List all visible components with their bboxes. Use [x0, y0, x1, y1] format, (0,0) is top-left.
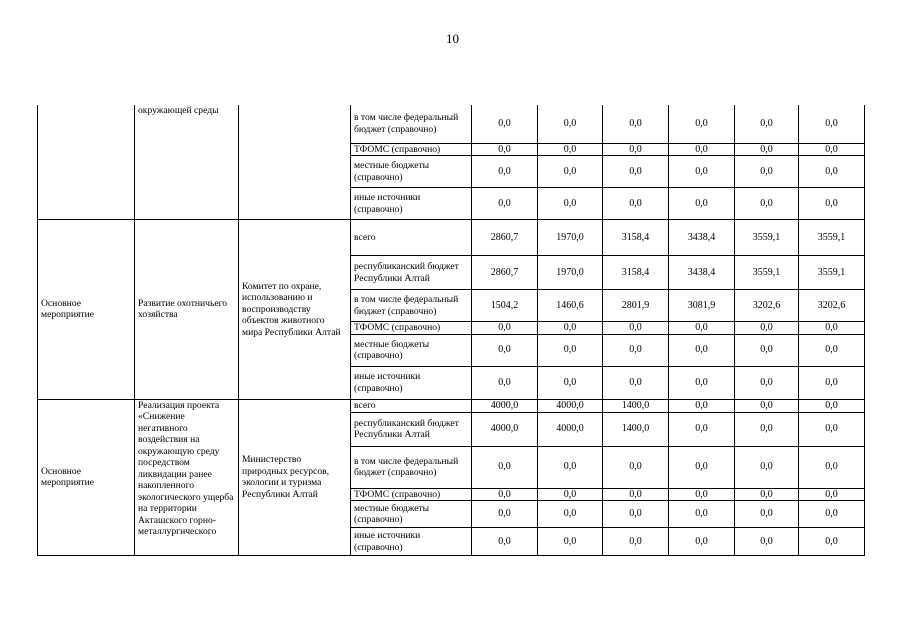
- value-cell: 0,0: [735, 488, 799, 501]
- value-cell: 0,0: [603, 105, 669, 143]
- value-cell: 0,0: [799, 399, 865, 412]
- value-cell: 0,0: [799, 105, 865, 143]
- budget-table: [37, 105, 865, 556]
- value-cell: 0,0: [799, 412, 865, 446]
- value-cell: 0,0: [735, 334, 799, 366]
- value-cell: 0,0: [603, 143, 669, 156]
- value-cell: 1460,6: [538, 290, 603, 322]
- value-cell: 0,0: [669, 488, 735, 501]
- table-row: [38, 105, 865, 143]
- value-cell: 0,0: [669, 501, 735, 528]
- value-cell: 0,0: [669, 366, 735, 399]
- funding-source-cell: ТФОМС (справочно): [351, 143, 472, 156]
- executor-cell: Комитет по охране, использованию и воспроизводству объектов животного мира Республики Алтай: [239, 220, 351, 400]
- value-cell: 4000,0: [538, 412, 603, 446]
- value-cell: 1400,0: [603, 399, 669, 412]
- value-cell: 0,0: [538, 488, 603, 501]
- value-cell: 0,0: [799, 156, 865, 188]
- value-cell: 0,0: [538, 366, 603, 399]
- funding-source-cell: иные источники (справочно): [351, 366, 472, 399]
- value-cell: 0,0: [603, 334, 669, 366]
- value-cell: 0,0: [735, 188, 799, 220]
- table-row: [38, 220, 865, 256]
- value-cell: 0,0: [472, 528, 538, 556]
- value-cell: 0,0: [603, 488, 669, 501]
- value-cell: 0,0: [735, 156, 799, 188]
- value-cell: 0,0: [603, 322, 669, 335]
- value-cell: 0,0: [472, 488, 538, 501]
- value-cell: 0,0: [735, 322, 799, 335]
- value-cell: 0,0: [538, 105, 603, 143]
- page-number: 10: [446, 31, 459, 46]
- value-cell: 0,0: [603, 528, 669, 556]
- executor-cell: Министерство природных ресурсов, экологии и туризма Республики Алтай: [239, 399, 351, 556]
- value-cell: 0,0: [799, 143, 865, 156]
- value-cell: 0,0: [669, 446, 735, 488]
- value-cell: 0,0: [799, 528, 865, 556]
- value-cell: 3202,6: [735, 290, 799, 322]
- value-cell: 3559,1: [799, 256, 865, 290]
- value-cell: 0,0: [735, 446, 799, 488]
- event-name-cell: окружающей среды: [135, 105, 239, 220]
- event-type-cell: Основное мероприятие: [38, 220, 135, 400]
- value-cell: 1970,0: [538, 220, 603, 256]
- value-cell: 0,0: [735, 366, 799, 399]
- value-cell: 0,0: [735, 143, 799, 156]
- funding-source-cell: всего: [351, 399, 472, 412]
- value-cell: 1970,0: [538, 256, 603, 290]
- event-name-cell: Реализация проекта «Снижение негативного воздействия на окружающую среду посредством ликвидации ранее накопленного экологического ущерба на территории Акташского горно-металлургического: [135, 399, 239, 556]
- value-cell: 2801,9: [603, 290, 669, 322]
- value-cell: 2860,7: [472, 220, 538, 256]
- funding-source-cell: в том числе федеральный бюджет (справочно): [351, 105, 472, 143]
- value-cell: 0,0: [538, 501, 603, 528]
- event-type-cell: [38, 105, 135, 220]
- value-cell: 0,0: [472, 188, 538, 220]
- funding-source-cell: республиканский бюджет Республики Алтай: [351, 256, 472, 290]
- funding-source-cell: ТФОМС (справочно): [351, 488, 472, 501]
- value-cell: 0,0: [799, 188, 865, 220]
- value-cell: 0,0: [669, 105, 735, 143]
- value-cell: 3559,1: [735, 256, 799, 290]
- value-cell: 0,0: [735, 399, 799, 412]
- value-cell: 3081,9: [669, 290, 735, 322]
- table-row: [38, 399, 865, 412]
- value-cell: 0,0: [603, 446, 669, 488]
- value-cell: 0,0: [472, 366, 538, 399]
- value-cell: 0,0: [538, 143, 603, 156]
- value-cell: 0,0: [799, 334, 865, 366]
- value-cell: 3438,4: [669, 256, 735, 290]
- value-cell: 0,0: [669, 412, 735, 446]
- value-cell: 0,0: [735, 501, 799, 528]
- value-cell: 0,0: [603, 188, 669, 220]
- value-cell: 0,0: [603, 501, 669, 528]
- funding-source-cell: иные источники (справочно): [351, 188, 472, 220]
- value-cell: 0,0: [799, 446, 865, 488]
- value-cell: 4000,0: [472, 412, 538, 446]
- executor-cell: [239, 105, 351, 220]
- value-cell: 0,0: [472, 501, 538, 528]
- value-cell: 0,0: [735, 528, 799, 556]
- value-cell: 3158,4: [603, 220, 669, 256]
- value-cell: 1504,2: [472, 290, 538, 322]
- funding-source-cell: местные бюджеты (справочно): [351, 156, 472, 188]
- value-cell: 0,0: [472, 334, 538, 366]
- value-cell: 1400,0: [603, 412, 669, 446]
- value-cell: 4000,0: [472, 399, 538, 412]
- value-cell: 0,0: [472, 322, 538, 335]
- event-name-cell: Развитие охотничьего хозяйства: [135, 220, 239, 400]
- value-cell: 0,0: [538, 188, 603, 220]
- value-cell: 0,0: [669, 528, 735, 556]
- value-cell: 0,0: [799, 366, 865, 399]
- funding-source-cell: местные бюджеты (справочно): [351, 334, 472, 366]
- value-cell: 0,0: [669, 334, 735, 366]
- value-cell: 0,0: [603, 156, 669, 188]
- value-cell: 0,0: [799, 488, 865, 501]
- value-cell: 3438,4: [669, 220, 735, 256]
- value-cell: 0,0: [669, 188, 735, 220]
- value-cell: 0,0: [538, 446, 603, 488]
- value-cell: 0,0: [669, 156, 735, 188]
- value-cell: 0,0: [472, 143, 538, 156]
- value-cell: 0,0: [538, 322, 603, 335]
- funding-source-cell: в том числе федеральный бюджет (справочно): [351, 446, 472, 488]
- value-cell: 0,0: [735, 105, 799, 143]
- value-cell: 0,0: [472, 105, 538, 143]
- value-cell: 0,0: [799, 501, 865, 528]
- value-cell: 0,0: [735, 412, 799, 446]
- event-type-cell: Основное мероприятие: [38, 399, 135, 556]
- value-cell: 0,0: [538, 156, 603, 188]
- value-cell: 3158,4: [603, 256, 669, 290]
- value-cell: 3559,1: [735, 220, 799, 256]
- value-cell: 0,0: [603, 366, 669, 399]
- value-cell: 0,0: [472, 156, 538, 188]
- value-cell: 3202,6: [799, 290, 865, 322]
- value-cell: 3559,1: [799, 220, 865, 256]
- funding-source-cell: всего: [351, 220, 472, 256]
- funding-source-cell: иные источники (справочно): [351, 528, 472, 556]
- value-cell: 0,0: [538, 334, 603, 366]
- funding-source-cell: ТФОМС (справочно): [351, 322, 472, 335]
- funding-source-cell: в том числе федеральный бюджет (справочно): [351, 290, 472, 322]
- value-cell: 0,0: [669, 322, 735, 335]
- funding-source-cell: местные бюджеты (справочно): [351, 501, 472, 528]
- value-cell: 0,0: [799, 322, 865, 335]
- value-cell: 4000,0: [538, 399, 603, 412]
- value-cell: 2860,7: [472, 256, 538, 290]
- value-cell: 0,0: [472, 446, 538, 488]
- value-cell: 0,0: [669, 143, 735, 156]
- value-cell: 0,0: [669, 399, 735, 412]
- value-cell: 0,0: [538, 528, 603, 556]
- funding-source-cell: республиканский бюджет Республики Алтай: [351, 412, 472, 446]
